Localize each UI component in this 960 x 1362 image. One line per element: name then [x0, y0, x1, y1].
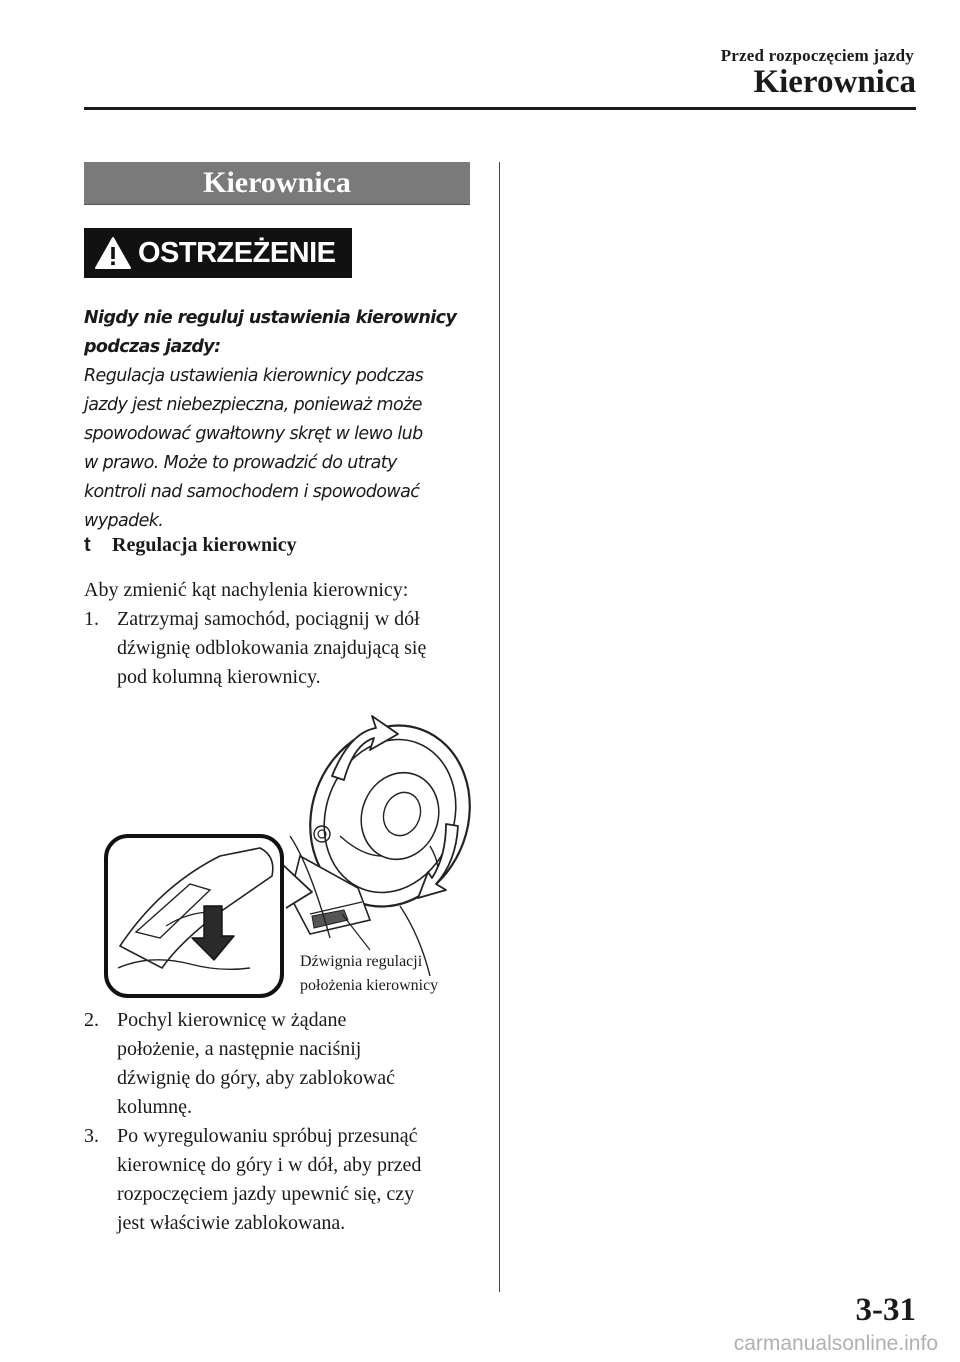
step-line: kierownicę do góry i w dół, aby przed — [117, 1154, 422, 1176]
step-line: Zatrzymaj samochód, pociągnij w dół — [117, 608, 420, 630]
warning-triangle-icon — [94, 236, 132, 270]
watermark-link[interactable]: carmanualsonline.info — [733, 1332, 938, 1355]
step-number: 2. — [84, 1009, 99, 1031]
warning-badge — [84, 228, 352, 278]
running-title: Kierownica — [753, 64, 916, 100]
step-number: 3. — [84, 1125, 99, 1147]
warning-heading-line: Nigdy nie reguluj ustawienia kierownicy — [84, 308, 457, 328]
step-line: rozpoczęciem jazdy upewnić się, czy — [117, 1183, 415, 1205]
section-banner — [84, 162, 470, 205]
warning-heading-line: podczas jazdy: — [84, 337, 221, 357]
step-line: Po wyregulowaniu spróbuj przesunąć — [117, 1125, 418, 1147]
page-number: 3-31 — [855, 1292, 916, 1328]
header-rule — [84, 107, 916, 110]
running-chapter: Przed rozpoczęciem jazdy — [720, 46, 914, 65]
figure-caption-line: położenia kierownicy — [300, 977, 439, 994]
step-line: pod kolumną kierownicy. — [117, 666, 321, 688]
figure-caption-line: Dźwignia regulacji — [300, 953, 423, 970]
steering-hub — [349, 762, 451, 871]
warning-body-line: kontroli nad samochodem i spowodować — [84, 482, 420, 502]
steps-list-b — [84, 1006, 474, 1238]
column-divider — [499, 162, 500, 1292]
steps-list-a — [84, 605, 474, 692]
warning-body-line: w prawo. Może to prowadzić do utraty — [84, 453, 397, 473]
step-line: położenie, a następnie naciśnij — [117, 1038, 362, 1060]
warning-body-line: jazdy jest niebezpieczna, ponieważ może — [84, 395, 422, 415]
warning-text — [84, 304, 470, 536]
step-item — [84, 605, 474, 692]
intro-text: Aby zmienić kąt nachylenia kierownicy: — [84, 579, 409, 601]
section-title: Kierownica — [203, 166, 351, 199]
warning-body-line: wypadek. — [84, 511, 164, 531]
step-line: Pochyl kierownicę w żądane — [117, 1009, 347, 1031]
subsection-heading — [84, 534, 484, 557]
step-line: dźwignię odblokowania znajdującą się — [117, 637, 427, 659]
figure-caption — [300, 950, 438, 998]
warning-body-line: Regulacja ustawienia kierownicy podczas — [84, 366, 424, 386]
step-item — [84, 1122, 474, 1238]
step-line: kolumnę. — [117, 1096, 192, 1118]
warning-body-line: spowodować gwałtowny skręt w lewo lub — [84, 424, 423, 444]
step-line: jest właściwie zablokowana. — [117, 1212, 346, 1234]
subsection-title: Regulacja kierownicy — [112, 534, 297, 556]
subsection-bullet: t — [84, 534, 91, 556]
step-number: 1. — [84, 608, 99, 630]
step-line: dźwignię do góry, aby zablokować — [117, 1067, 396, 1089]
step-item — [84, 1006, 474, 1122]
warning-label: OSTRZEŻENIE — [138, 236, 336, 269]
